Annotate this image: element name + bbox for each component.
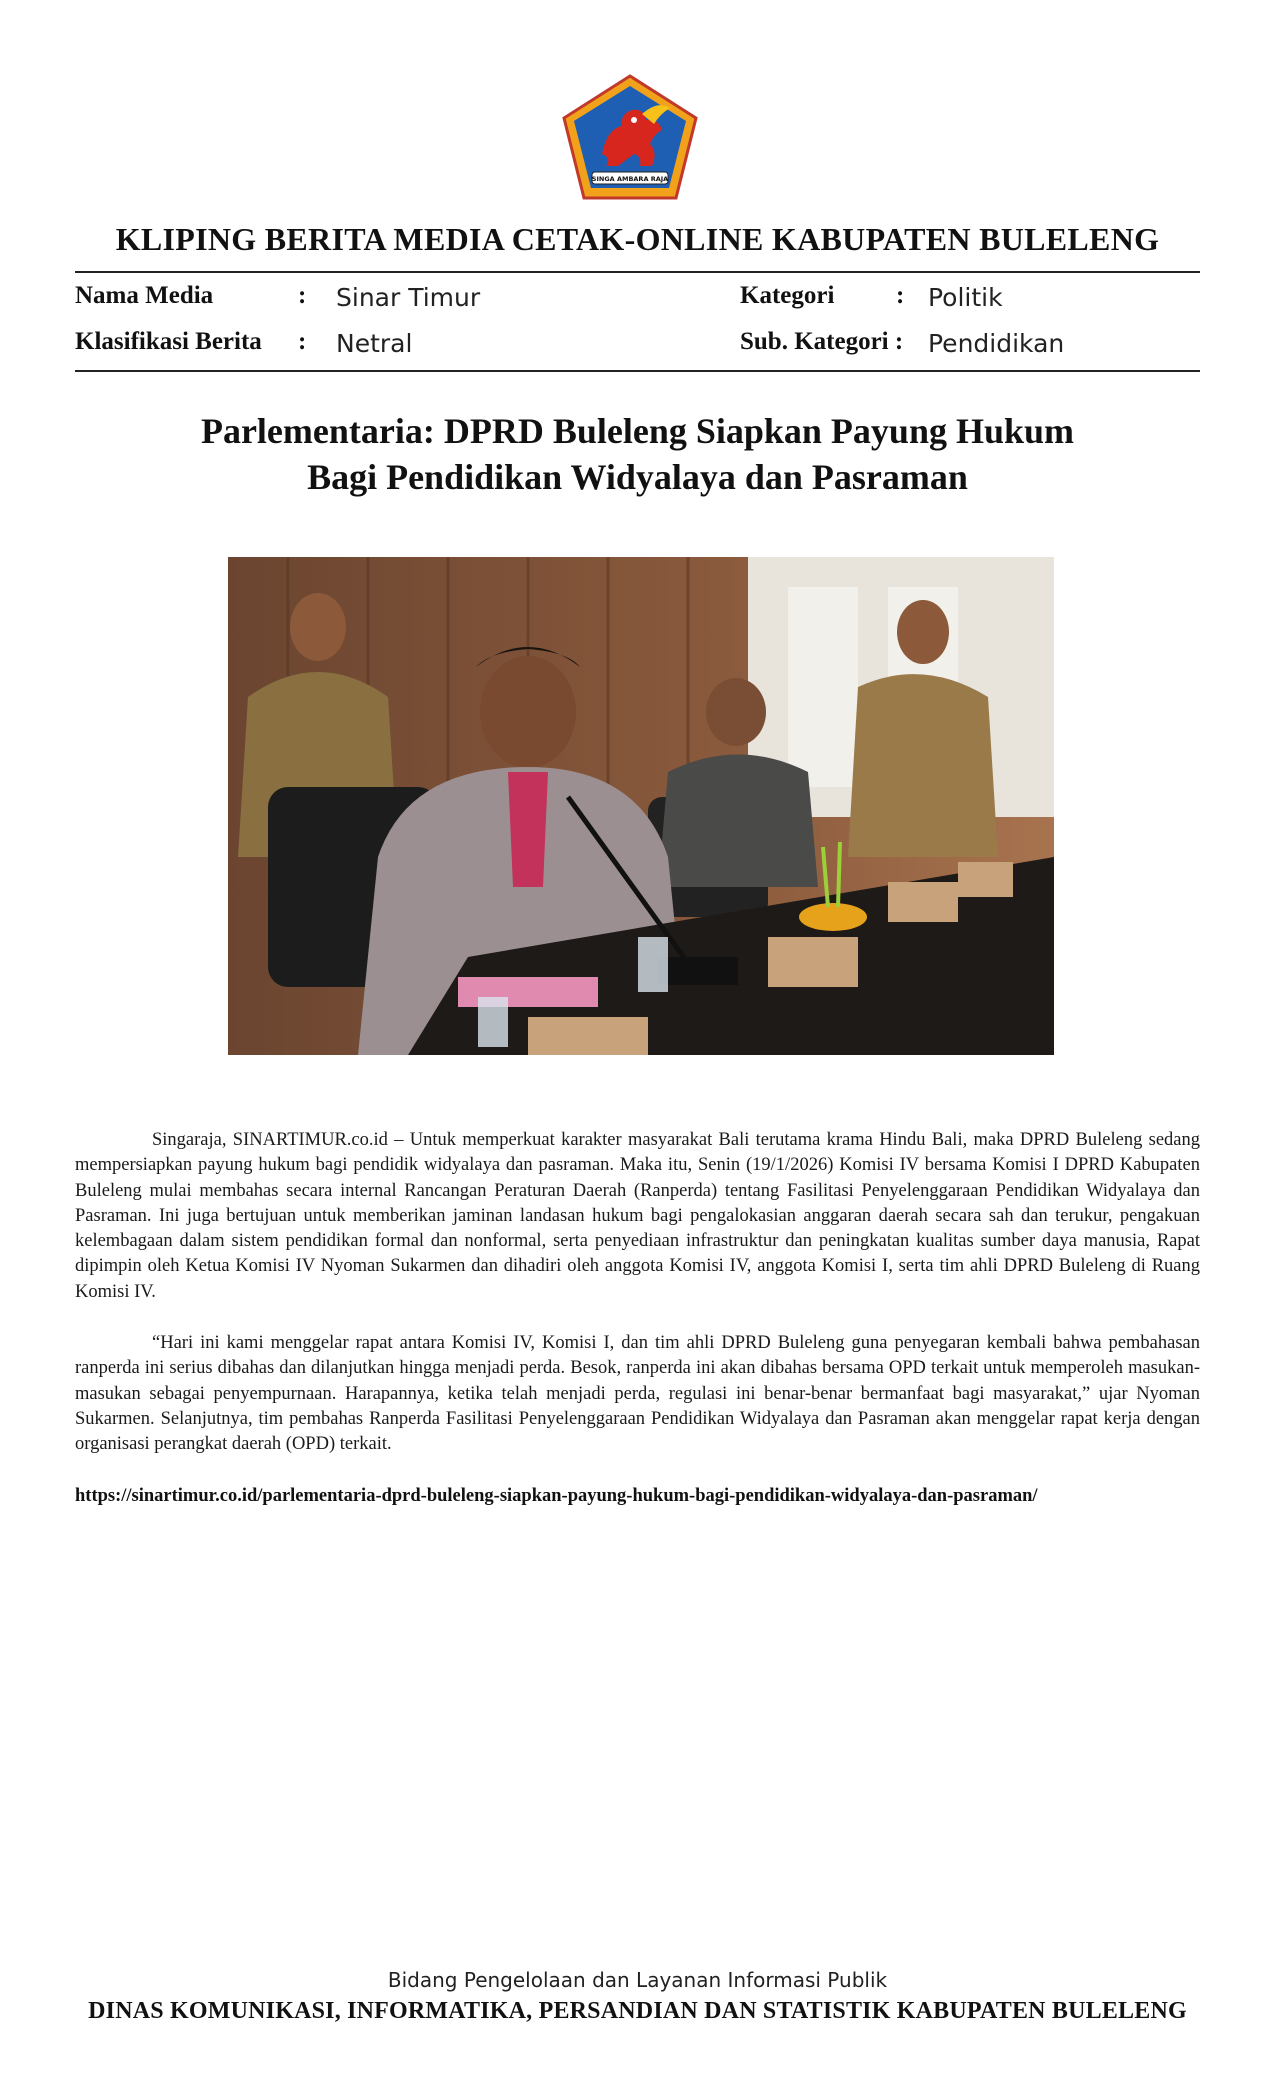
article-title-line-1: Parlementaria: DPRD Buleleng Siapkan Payung Hukum bbox=[200, 411, 1075, 451]
sub-kategori-label: Sub. Kategori : bbox=[740, 328, 904, 355]
nama-media-label: Nama Media bbox=[75, 282, 214, 309]
klasifikasi-value: Netral bbox=[336, 329, 413, 358]
article-title bbox=[75, 408, 1200, 500]
kategori-label: Kategori bbox=[740, 282, 835, 309]
header-top-rule bbox=[75, 271, 1200, 273]
meta-bottom-rule bbox=[75, 370, 1200, 372]
document-header-title: KLIPING BERITA MEDIA CETAK-ONLINE KABUPATEN BULELENG bbox=[115, 221, 1160, 257]
article-photo bbox=[228, 557, 1054, 1055]
article-source-link[interactable]: https://sinartimur.co.id/parlementaria-dprd-buleleng-siapkan-payung-hukum-bagi-pendidikan-widyalaya-dan-pasraman/ bbox=[75, 1486, 1038, 1506]
article-paragraph-2 bbox=[75, 1331, 1200, 1457]
buleleng-crest-icon bbox=[562, 74, 698, 200]
klasifikasi-label: Klasifikasi Berita bbox=[75, 328, 262, 355]
sub-kategori-value: Pendidikan bbox=[928, 329, 1065, 358]
footer-division: Bidang Pengelolaan dan Layanan Informasi Publik bbox=[387, 1968, 888, 1992]
nama-media-colon: : bbox=[298, 282, 307, 309]
article-paragraph-2-text: “Hari ini kami menggelar rapat antara Komisi IV, Komisi I, dan tim ahli DPRD Buleleng guna penyegaran kembali bahwa pembahasan ranperda ini serius dibahas dan dilanjutkan hingga menjadi perda. Besok, ranperda ini akan dibahas bersama OPD terkait untuk memperoleh masukan-masukan sebagai penyempurnaan. Harapannya, ketika telah menjadi perda, regulasi ini benar-benar bermanfaat bagi masyarakat,” ujar Nyoman Sukarmen. Selanjutnya, tim pembahas Ranperda Fasilitasi Penyelenggaraan Pendidikan Widyalaya dan Pasraman akan menggelar rapat kerja dengan organisasi perangkat daerah (OPD) terkait. bbox=[75, 1333, 1200, 1455]
kategori-value: Politik bbox=[928, 283, 1003, 312]
klasifikasi-colon: : bbox=[298, 328, 307, 355]
kategori-colon: : bbox=[896, 282, 905, 309]
article-paragraph-1-text: Singaraja, SINARTIMUR.co.id – Untuk memperkuat karakter masyarakat Bali terutama krama Hindu Bali, maka DPRD Buleleng sedang mempersiapkan payung hukum bagi pendidik widyalaya dan pasraman. Maka itu, Senin (19/1/2026) Komisi IV bersama Komisi I DPRD Kabupaten Buleleng mulai membahas secara internal Rancangan Peraturan Daerah (Ranperda) tentang Fasilitasi Penyelenggaraan Pendidikan Widyalaya dan Pasraman. Ini juga bertujuan untuk memberikan jaminan landasan hukum bagi pengalokasian anggaran daerah secara sah dan terukur, pengakuan kelembagaan dalam sistem pendidikan formal dan nonformal, serta penyediaan infrastruktur dan peningkatan kualitas sumber daya manusia, Rapat dipimpin oleh Ketua Komisi IV Nyoman Sukarmen dan dihadiri oleh anggota Komisi IV, anggota Komisi I, serta tim ahli DPRD Buleleng di Ruang Komisi IV. bbox=[75, 1130, 1200, 1302]
footer-agency: DINAS KOMUNIKASI, INFORMATIKA, PERSANDIAN DAN STATISTIK KABUPATEN BULELENG bbox=[88, 1998, 1187, 2024]
article-title-line-2: Bagi Pendidikan Widyalaya dan Pasraman bbox=[307, 457, 968, 497]
article-paragraph-1 bbox=[75, 1128, 1200, 1305]
nama-media-value: Sinar Timur bbox=[336, 283, 481, 312]
svg-text:SINGA AMBARA RAJA: SINGA AMBARA RAJA bbox=[591, 175, 669, 183]
